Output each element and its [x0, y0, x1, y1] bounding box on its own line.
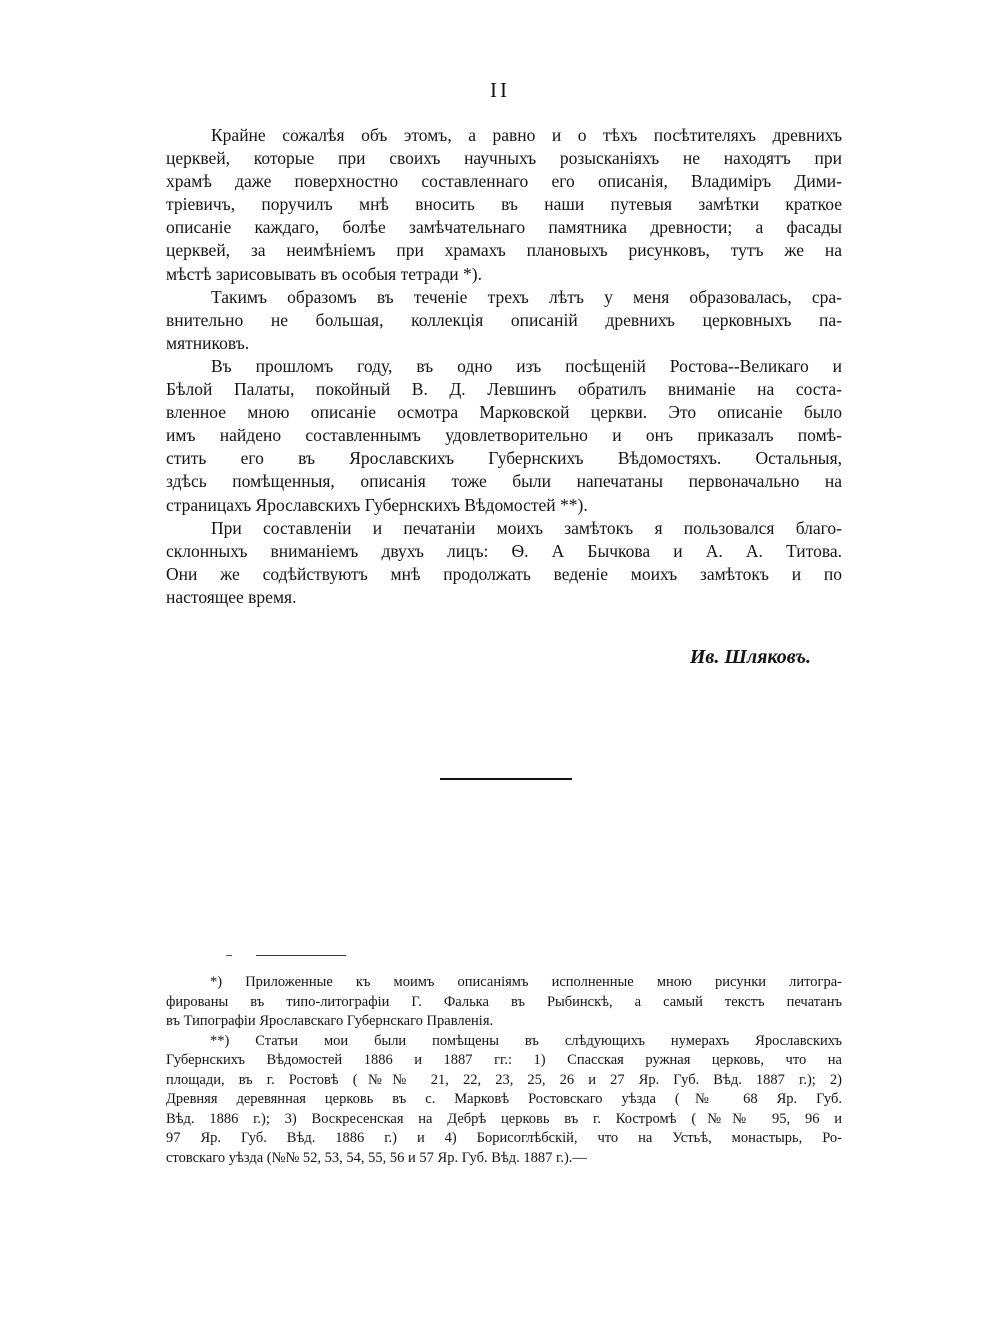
footnote-line: фированы въ типо-литографіи Г. Фалька въ Рыбинскѣ, а самый текстъ печатанъ [166, 993, 842, 1010]
footnote-line: въ Типографіи Ярославскаго Губернскаго Правленія. [166, 1013, 494, 1029]
footnote-line: Древняя деревянная церковь въ с. Марковѣ Ростовскаго уѣзда (№ 68 Яр. Губ. [166, 1091, 842, 1107]
footnote [166, 973, 842, 1032]
footnote [166, 1032, 842, 1169]
text-line: вленное мною описаніе осмотра Марковской церкви. Это описаніе было [166, 402, 842, 423]
footnote-line: 97 Яр. Губ. Вѣд. 1886 г.) и 4) Борисоглѣбскій, что на Устьѣ, монастырь, Ро- [166, 1130, 842, 1146]
text-line: церквей, за неимѣніемъ при храмахъ плановыхъ рисунковъ, тутъ же на [166, 240, 842, 261]
footnote-line: Вѣд. 1886 г.); 3) Воскресенская на Дебрѣ церковь въ г. Костромѣ (№№ 95, 96 и [166, 1110, 842, 1127]
text-line: мѣстѣ зарисовывать въ особыя тетради *). [166, 263, 482, 284]
text-line: храмѣ даже поверхностно составленнаго его описанія, Владиміръ Дими- [166, 171, 842, 192]
section-end-rule [440, 778, 572, 780]
text-line: описаніе каждаго, болѣе замѣчательнаго памятника древности; а фасады [166, 217, 842, 238]
text-line: Бѣлой Палаты, покойный В. Д. Левшинъ обратилъ вниманіе на соста- [166, 379, 842, 400]
text-line: мятниковъ. [166, 332, 250, 353]
text-line: страницахъ Ярославскихъ Губернскихъ Вѣдомостей **). [166, 494, 588, 515]
footnote-line: Губернскихъ Вѣдомостей 1886 и 1887 гг.: 1) Спасская ружная церковь, что на [166, 1052, 842, 1068]
paragraph [166, 124, 842, 286]
text-line: стить его въ Ярославскихъ Губернскихъ Вѣдомостяхъ. Остальныя, [166, 448, 842, 469]
author-signature: Ив. Шляковъ. [689, 646, 811, 668]
text-line: настоящее время. [166, 586, 297, 607]
text-line: Такимъ образомъ въ теченіе трехъ лѣтъ у меня образовалась, сра- [211, 286, 842, 307]
footnotes [166, 973, 842, 1168]
footnote-line: *) Приложенные къ моимъ описаніямъ исполненные мною рисунки литогра- [210, 974, 842, 990]
footnote-line: стовскаго уѣзда (№№ 52, 53, 54, 55, 56 и 57 Яр. Губ. Вѣд. 1887 г.).— [166, 1149, 587, 1166]
paragraph [166, 286, 842, 355]
main-text [166, 124, 842, 609]
text-line: Въ прошломъ году, въ одно изъ посѣщеній Ростова--Великаго и [211, 355, 842, 376]
paragraph [166, 517, 842, 609]
footnote-line: **) Статьи мои были помѣщены въ слѣдующихъ нумерахъ Ярославскихъ [210, 1032, 842, 1049]
text-line: склонныхъ вниманіемъ двухъ лицъ: Ѳ. А Бычкова и А. А. Титова. [166, 540, 842, 561]
text-line: Они же содѣйствуютъ мнѣ продолжать веденіе моихъ замѣтокъ и по [166, 563, 842, 584]
text-line: церквей, которые при своихъ научныхъ розысканіяхъ не находятъ при [166, 148, 842, 169]
paragraph [166, 355, 842, 517]
text-line: тріевичъ, поручилъ мнѣ вносить въ наши путевыя замѣтки краткое [166, 194, 842, 215]
page-number: II [490, 78, 510, 102]
text-line: здѣсь помѣщенныя, описанія тоже были напечатаны первоначально на [166, 471, 842, 492]
text-line: внительно не большая, коллекція описаній древнихъ церковныхъ па- [166, 309, 842, 330]
text-line: Крайне сожалѣя объ этомъ, а равно и о тѣхъ посѣтителяхъ древнихъ [211, 125, 842, 145]
text-line: При составленіи и печатаніи моихъ замѣтокъ я пользовался благо- [211, 517, 842, 538]
text-line: имъ найдено составленнымъ удовлетворительно и онъ приказалъ помѣ- [166, 425, 842, 446]
footnote-separator [256, 955, 346, 956]
footnote-line: площади, въ г. Ростовѣ (№№ 21, 22, 23, 25, 26 и 27 Яр. Губ. Вѣд. 1887 г.); 2) [166, 1071, 842, 1088]
